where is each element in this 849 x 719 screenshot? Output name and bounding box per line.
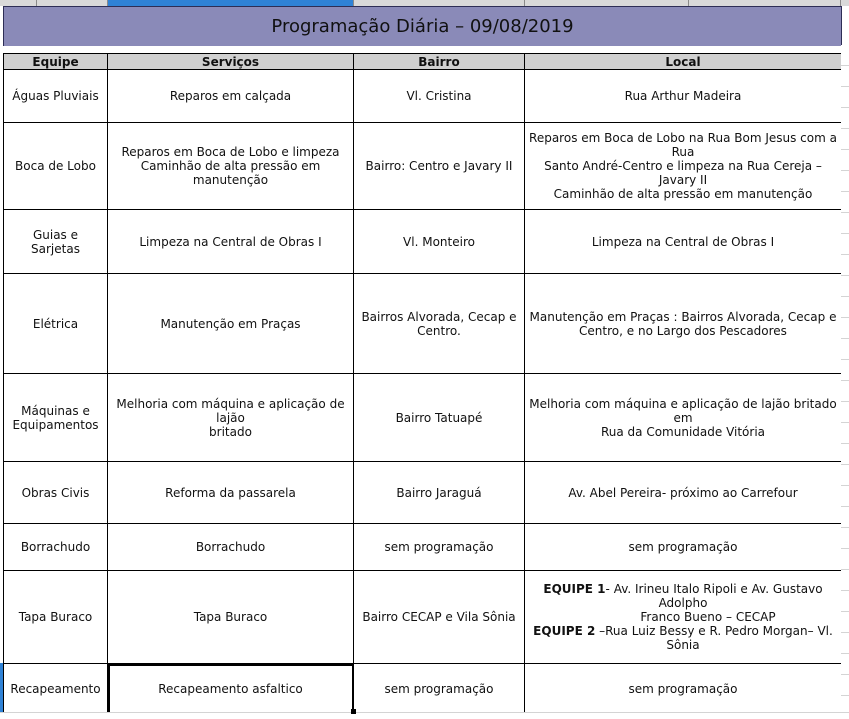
cell-line: Melhoria com máquina e aplicação de lajão britado em: [529, 396, 837, 425]
cell-line: Santo André-Centro e limpeza na Rua Cereja – Javary II: [544, 159, 822, 187]
cell-equipe[interactable]: Guias e Sarjetas: [4, 210, 108, 274]
table-row: [4, 571, 842, 664]
cell-servicos[interactable]: Reforma da passarela: [108, 462, 354, 524]
cell-line: Rua da Comunidade Vitória: [600, 424, 766, 439]
table-row: [4, 374, 842, 462]
team-label: EQUIPE 1: [543, 582, 606, 596]
header-row: [4, 54, 842, 70]
cell-bairro[interactable]: Bairro Jaraguá: [354, 462, 525, 524]
cell-local[interactable]: [525, 571, 842, 664]
cell-text: - Av. Irineu Italo Ripoli e Av. Gustavo Adolpho: [605, 582, 823, 610]
cell-line: Centro.: [417, 323, 461, 338]
cell-line: Caminhão de alta pressão em manutenção: [553, 187, 813, 201]
table-row: [4, 664, 842, 714]
cell-bairro[interactable]: [354, 274, 525, 374]
cell-bairro[interactable]: Bairro Tatuapé: [354, 374, 525, 462]
cell-bairro[interactable]: Bairro CECAP e Vila Sônia: [354, 571, 525, 664]
cell-local[interactable]: sem programação: [525, 524, 842, 571]
cell-servicos-selected[interactable]: Recapeamento asfaltico: [108, 664, 354, 714]
team-label: EQUIPE 2: [533, 624, 596, 638]
cell-equipe[interactable]: Boca de Lobo: [4, 123, 108, 210]
cell-bairro[interactable]: sem programação: [354, 664, 525, 714]
cell-bairro[interactable]: Vl. Cristina: [354, 70, 525, 123]
cell-equipe[interactable]: Águas Pluviais: [4, 70, 108, 123]
cell-line: Melhoria com máquina e aplicação de lajão: [116, 396, 345, 425]
cell-local[interactable]: [525, 374, 842, 462]
cell-line: Centro, e no Largo dos Pescadores: [579, 323, 787, 338]
cell-local[interactable]: Limpeza na Central de Obras I: [525, 210, 842, 274]
cell-equipe[interactable]: Recapeamento: [4, 664, 108, 714]
cell-line: Máquinas e: [21, 403, 90, 418]
cell-equipe[interactable]: [4, 374, 108, 462]
cell-servicos[interactable]: Tapa Buraco: [108, 571, 354, 664]
schedule-table: [3, 53, 842, 714]
cell-equipe[interactable]: Borrachudo: [4, 524, 108, 571]
cell-local[interactable]: sem programação: [525, 664, 842, 714]
cell-servicos[interactable]: Manutenção em Praças: [108, 274, 354, 374]
cell-servicos[interactable]: [108, 374, 354, 462]
cell-local[interactable]: [525, 274, 842, 374]
cell-line: Caminhão de alta pressão em manutenção: [140, 159, 321, 187]
fill-handle[interactable]: [351, 709, 356, 714]
cell-servicos[interactable]: Limpeza na Central de Obras I: [108, 210, 354, 274]
cell-line: Reparos em Boca de Lobo na Rua Bom Jesus com a Rua: [529, 131, 837, 159]
cell-bairro[interactable]: Vl. Monteiro: [354, 210, 525, 274]
table-row: [4, 524, 842, 571]
table-row: [4, 462, 842, 524]
table-row: [4, 123, 842, 210]
cell-servicos[interactable]: Reparos em calçada: [108, 70, 354, 123]
page-title[interactable]: Programação Diária – 09/08/2019: [3, 6, 842, 47]
cell-servicos[interactable]: Borrachudo: [108, 524, 354, 571]
adjacent-empty-column: [841, 45, 849, 718]
cell-line: Reparos em Boca de Lobo e limpeza: [121, 145, 340, 159]
header-servicos[interactable]: Serviços: [108, 54, 354, 70]
header-local[interactable]: Local: [525, 54, 842, 70]
cell-local[interactable]: Av. Abel Pereira- próximo ao Carrefour: [525, 462, 842, 524]
cell-bairro[interactable]: sem programação: [354, 524, 525, 571]
cell-local[interactable]: Rua Arthur Madeira: [525, 70, 842, 123]
cell-text: –Rua Luiz Bessy e R. Pedro Morgan– Vl. Sônia: [595, 624, 833, 652]
cell-line: britado: [209, 424, 252, 439]
cell-line: Franco Bueno – CECAP: [640, 610, 776, 624]
cell-servicos[interactable]: [108, 123, 354, 210]
header-bairro[interactable]: Bairro: [354, 54, 525, 70]
cell-line: [529, 582, 837, 610]
cell-line: [529, 624, 837, 652]
table-row: [4, 210, 842, 274]
cell-bairro[interactable]: Bairro: Centro e Javary II: [354, 123, 525, 210]
table-row: [4, 70, 842, 123]
cell-equipe[interactable]: Obras Civis: [4, 462, 108, 524]
header-equipe[interactable]: Equipe: [4, 54, 108, 70]
cell-line: Bairros Alvorada, Cecap e: [361, 309, 517, 324]
cell-local[interactable]: [525, 123, 842, 210]
active-row-marker: [0, 663, 3, 713]
table-row: [4, 274, 842, 374]
cell-equipe[interactable]: Elétrica: [4, 274, 108, 374]
cell-line: Manutenção em Praças : Bairros Alvorada, Cecap e: [529, 309, 837, 324]
cell-line: Equipamentos: [12, 417, 99, 432]
cell-equipe[interactable]: Tapa Buraco: [4, 571, 108, 664]
